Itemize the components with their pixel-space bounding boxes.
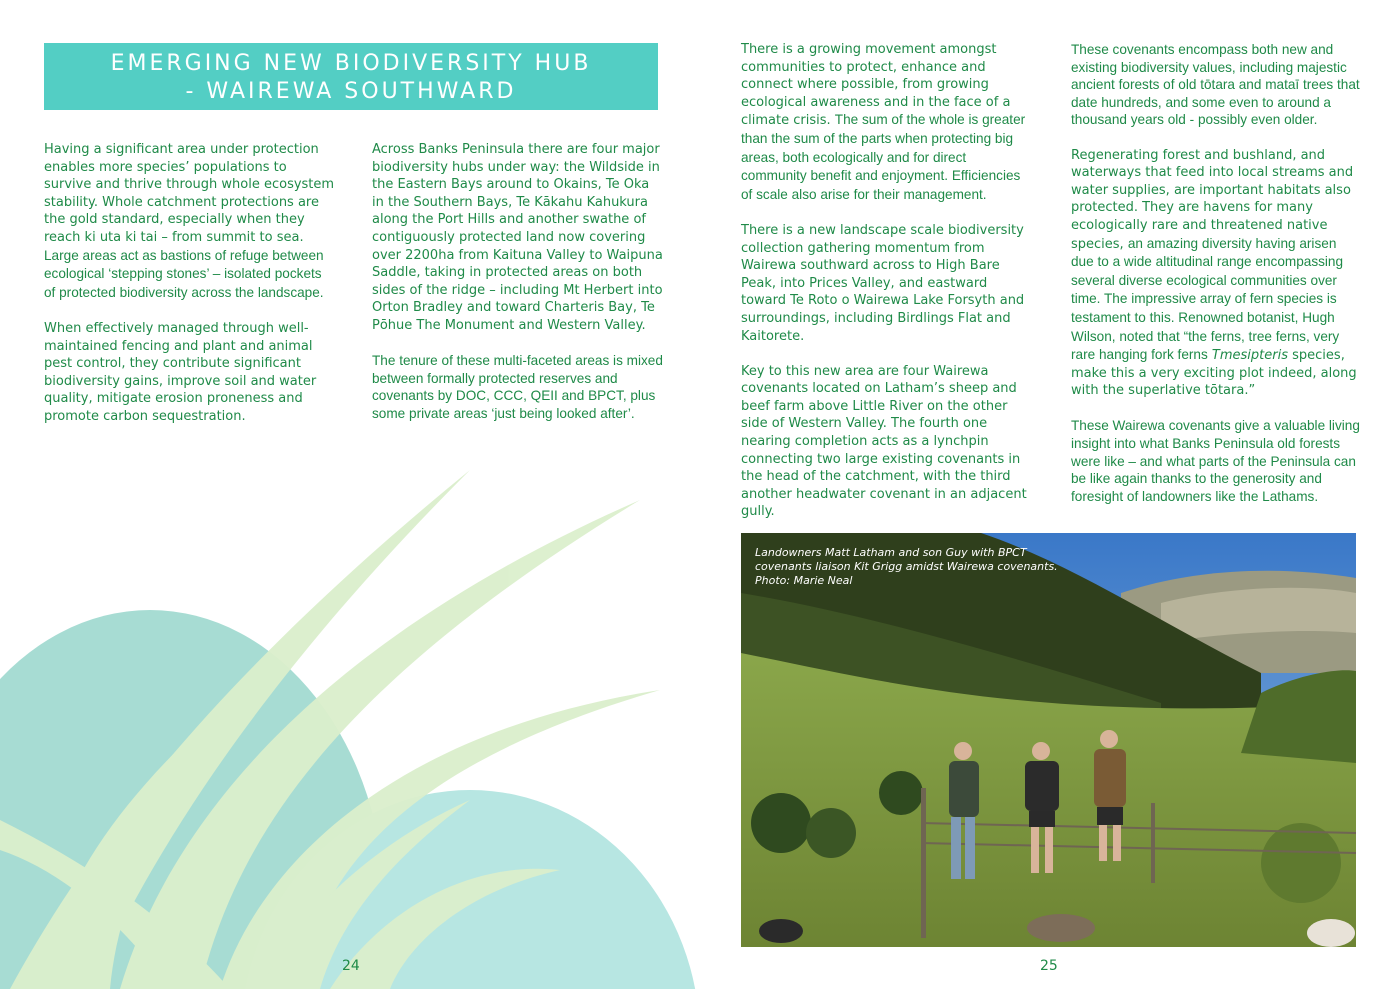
- decorative-grass-illustration: [0, 440, 699, 989]
- caption-line: Landowners Matt Latham and son Guy with BPCT: [755, 546, 1027, 559]
- paragraph-text: Having a significant area under protection enables more species’ populations to survive and thrive through whole ecosystem stability. Whole catchment protections are the gold standard, especially when they reach ki uta ki tai – from summit to sea.: [44, 142, 335, 245]
- paragraph-text: Large areas act as bastions of refuge between ecological ‘stepping stones’ – isolated pockets of protected biodiversity across the landscape.: [44, 247, 324, 300]
- paragraph-text: Regenerating forest and bushland, and waterways that feed into local streams and water supplies, are important habitats also protected. They are havens for many ecologically rare and threatened native species,: [1071, 147, 1354, 252]
- paragraph: [44, 141, 336, 302]
- right-column-2: [1071, 41, 1361, 523]
- right-page: [699, 0, 1398, 989]
- left-column-2: [372, 141, 664, 440]
- paragraph: These Wairewa covenants give a valuable living insight into what Banks Peninsula old forests were like – and what parts of the Peninsula can be like again thanks to the generosity and foresight of landowners like the Lathams.: [1071, 418, 1360, 504]
- paragraph-text: The sum of the whole is greater than the sum of the parts when protecting big areas, both ecologically and for direct community benefit and enjoyment. Efficiencies of scale also arise for their management.: [741, 112, 1026, 202]
- paragraph: When effectively managed through well-maintained fencing and plant and animal pest control, they contribute significant biodiversity gains, improve soil and water quality, mitigate erosion proneness and promote carbon sequestration.: [44, 320, 317, 424]
- left-column-1: [44, 141, 336, 443]
- paragraph: Across Banks Peninsula there are four major biodiversity hubs under way: the Wildside in the Eastern Bays around to Okains, Te Oka in the Southern Bays, Te Kākahu Kahukura along the Port Hills and another swathe of contiguously protected land now covering over 2200ha from Kaituna Valley to Waipuna Saddle, taking in protected areas on both sides of the ridge – including Mt Herbert into Orton Bradley and toward Charteris Bay, Te Pōhue The Monument and Western Valley.: [372, 142, 663, 333]
- paragraph: Key to this new area are four Wairewa covenants located on Latham’s sheep and beef farm above Little River on the other side of Western Valley. The fourth one nearing completion acts as a lynchpin connecting two large existing covenants in the head of the catchment, with the third another headwater covenant in an adjacent gully.: [741, 363, 1027, 520]
- paragraph: The tenure of these multi-faceted areas is mixed between formally protected reserves and covenants by DOC, CCC, QEII and BPCT, plus some private areas ‘just being looked after’.: [372, 353, 663, 421]
- right-column-1: [741, 41, 1033, 539]
- caption-line: Photo: Marie Neal: [755, 574, 853, 587]
- paragraph: [741, 41, 1033, 204]
- title-line-1: EMERGING NEW BIODIVERSITY HUB: [110, 51, 592, 76]
- landscape-photo: [741, 533, 1356, 947]
- page-number: 24: [342, 958, 360, 974]
- paragraph-text: species, make this a very exciting plot indeed, along with the superlative tōtara.”: [1071, 348, 1357, 399]
- species-name: Tmesipteris: [1211, 348, 1288, 364]
- paragraph-text: an amazing diversity having arisen due to a wide altitudinal range encompassing several diverse ecological communities over time. The impressive array of fern species is testament to this. Renowned botanist, Hugh Wilson, noted that “the ferns, tree ferns, very rare hanging fork ferns: [1071, 235, 1344, 363]
- paragraph: [1071, 147, 1361, 400]
- title-banner: [44, 43, 658, 110]
- paragraph-text: There is a growing movement amongst communities to protect, enhance and connect where possible, from growing ecological awareness and in the face of a climate crisis.: [741, 42, 1011, 129]
- page-number: 25: [1040, 958, 1058, 974]
- paragraph: There is a new landscape scale biodiversity collection gathering momentum from Wairewa southward across to High Bare Peak, into Prices Valley, and eastward toward Te Roto o Wairewa Lake Forsyth and surroundings, including Birdlings Flat and Kaitorete.: [741, 222, 1025, 344]
- photo-caption: [755, 546, 1075, 588]
- paragraph: These covenants encompass both new and existing biodiversity values, including majestic ancient forests of old tōtara and mataī trees that date hundreds, and some even to around a thousand years old - possibly even older.: [1071, 42, 1360, 128]
- title-line-2: - WAIREWA SOUTHWARD: [185, 79, 517, 104]
- photo-illustration: [741, 533, 1356, 947]
- caption-line: covenants liaison Kit Grigg amidst Wairewa covenants.: [755, 560, 1058, 573]
